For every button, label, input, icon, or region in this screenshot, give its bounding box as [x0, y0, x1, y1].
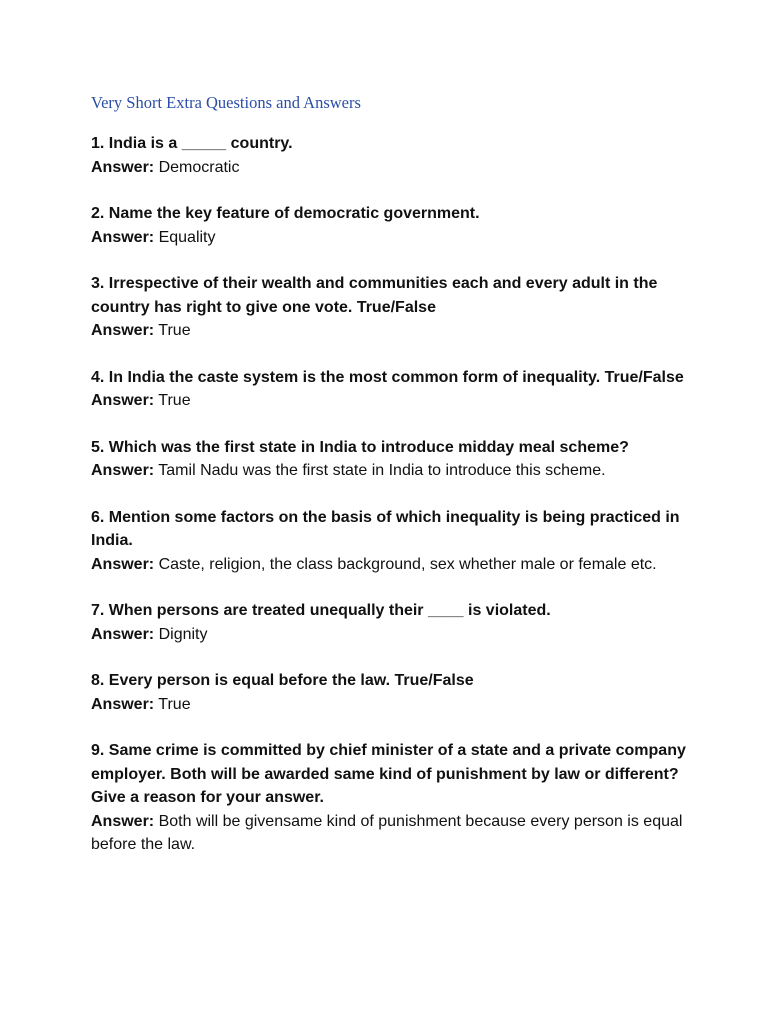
answer-text: Tamil Nadu was the first state in India to introduce this scheme.	[158, 462, 606, 479]
question-text: 4. In India the caste system is the most common form of inequality. True/False	[91, 368, 684, 386]
answer-line	[91, 553, 691, 577]
answer-label: Answer:	[91, 625, 155, 643]
section-heading: Very Short Extra Questions and Answers	[91, 93, 361, 112]
answer-text: Both will be givensame kind of punishment because every person is equal before the law.	[91, 812, 683, 853]
answer-text: Caste, religion, the class background, sex whether male or female etc.	[158, 555, 657, 573]
answer-line	[91, 389, 691, 413]
answer-label: Answer:	[91, 392, 155, 409]
question-text: 2. Name the key feature of democratic government.	[91, 205, 480, 222]
qa-item-9	[91, 739, 691, 857]
answer-label: Answer:	[91, 322, 155, 339]
answer-label: Answer:	[91, 228, 155, 246]
answer-text: True	[158, 695, 191, 713]
qa-item-5	[91, 436, 691, 483]
answer-line	[91, 459, 691, 483]
qa-item-3	[91, 272, 691, 343]
question-text: 3. Irrespective of their wealth and communities each and every adult in the country has right to give one vote. True/False	[91, 275, 658, 316]
document-page	[91, 92, 691, 880]
answer-label: Answer:	[91, 555, 155, 573]
answer-line	[91, 693, 691, 717]
qa-item-8	[91, 669, 691, 716]
answer-label: Answer:	[91, 462, 155, 479]
answer-text: Democratic	[158, 158, 240, 176]
answer-text: True	[158, 322, 191, 339]
answer-line	[91, 226, 691, 250]
answer-text: True	[158, 392, 191, 409]
qa-item-2	[91, 202, 691, 249]
question-text: 1. India is a _____ country.	[91, 135, 293, 152]
answer-text: Equality	[158, 228, 216, 246]
question-text: 6. Mention some factors on the basis of which inequality is being practiced in India.	[91, 508, 680, 549]
answer-text: Dignity	[158, 625, 208, 643]
answer-line	[91, 623, 691, 647]
answer-label: Answer:	[91, 158, 155, 176]
qa-item-6	[91, 506, 691, 577]
qa-item-4	[91, 366, 691, 413]
question-text: 5. Which was the first state in India to introduce midday meal scheme?	[91, 438, 629, 456]
answer-line	[91, 810, 691, 857]
qa-item-1	[91, 132, 691, 179]
answer-label: Answer:	[91, 812, 155, 830]
answer-line	[91, 156, 691, 180]
question-text: 8. Every person is equal before the law. True/False	[91, 672, 474, 689]
question-text: 7. When persons are treated unequally their ____ is violated.	[91, 602, 551, 619]
answer-label: Answer:	[91, 695, 155, 713]
question-text: 9. Same crime is committed by chief minister of a state and a private company employer. Both will be awarded same kind of punishment by law or different? Give a reason for your answer.	[91, 742, 686, 806]
answer-line	[91, 319, 691, 343]
qa-item-7	[91, 599, 691, 646]
